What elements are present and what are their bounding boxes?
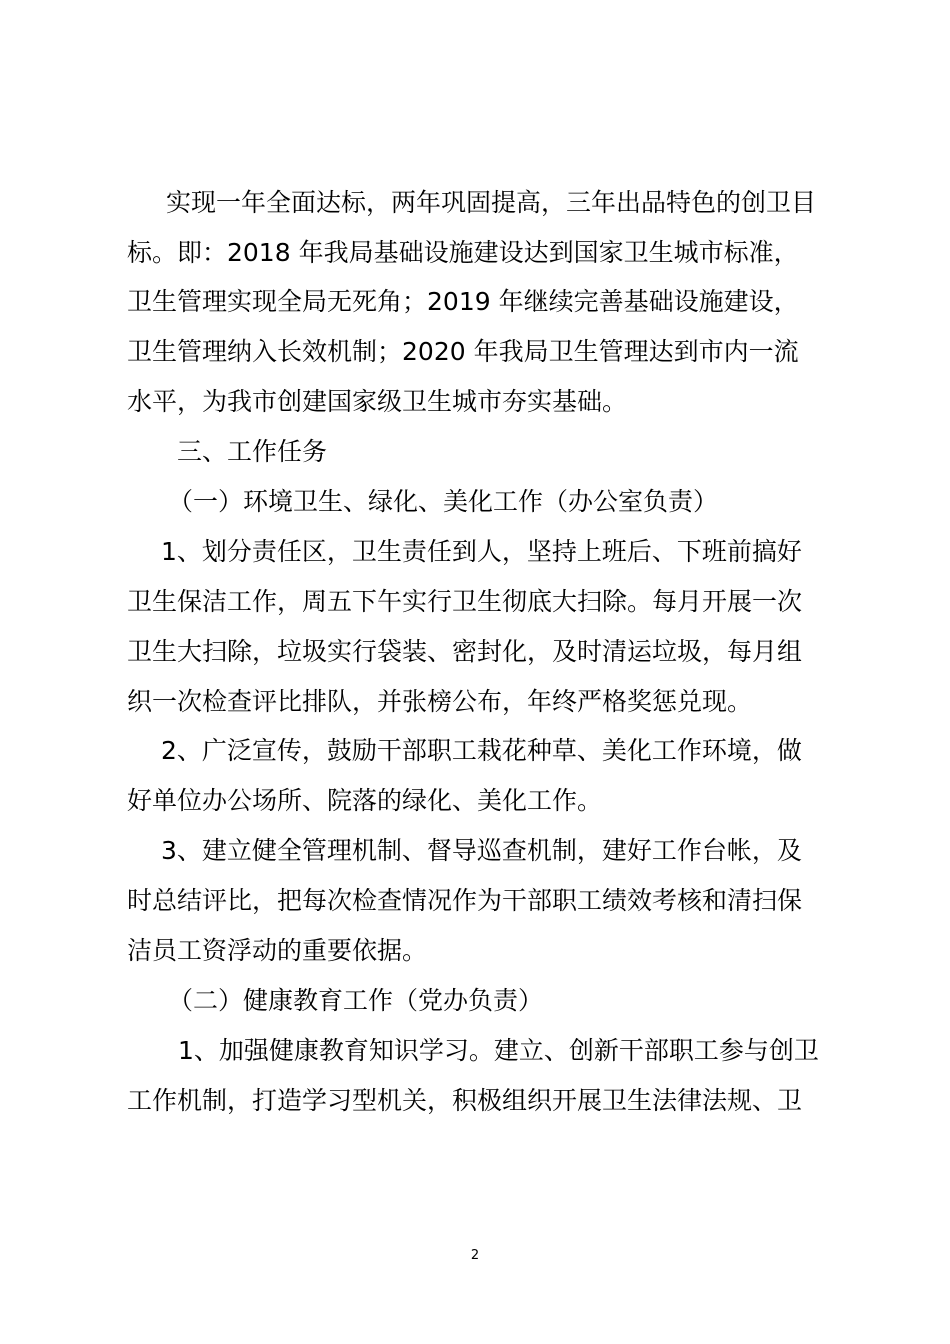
paragraph-line: 卫生管理实现全局无死角；2019 年继续完善基础设施建设，	[127, 287, 799, 316]
paragraph-line: 工作机制，打造学习型机关，积极组织开展卫生法律法规、卫	[127, 1086, 803, 1115]
paragraph-line: 标。即：2018 年我局基础设施建设达到国家卫生城市标准，	[127, 238, 799, 267]
paragraph-line: 实现一年全面达标，两年巩固提高，三年出品特色的创卫目	[166, 188, 817, 217]
paragraph-line: 3、建立健全管理机制、督导巡查机制，建好工作台帐，及	[161, 836, 802, 865]
paragraph-line: 卫生管理纳入长效机制；2020 年我局卫生管理达到市内一流	[127, 337, 799, 366]
section-heading: 三、工作任务	[177, 437, 328, 466]
paragraph-line: 1、划分责任区，卫生责任到人，坚持上班后、下班前搞好	[161, 537, 802, 566]
page-number: 2	[470, 1248, 480, 1263]
paragraph-line: 洁员工资浮动的重要依据。	[127, 936, 428, 965]
paragraph-line: 2、广泛宣传，鼓励干部职工栽花种草、美化工作环境，做	[161, 736, 802, 765]
paragraph-line: 织一次检查评比排队，并张榜公布，年终严格奖惩兑现。	[127, 687, 753, 716]
subsection-heading: （二）健康教育工作（党办负责）	[168, 986, 544, 1015]
paragraph-line: 水平，为我市创建国家级卫生城市夯实基础。	[127, 387, 628, 416]
subsection-heading: （一）环境卫生、绿化、美化工作（办公室负责）	[168, 487, 719, 516]
paragraph-line: 时总结评比，把每次检查情况作为干部职工绩效考核和清扫保	[127, 886, 803, 915]
paragraph-line: 卫生大扫除，垃圾实行袋装、密封化，及时清运垃圾，每月组	[127, 637, 803, 666]
paragraph-line: 卫生保洁工作，周五下午实行卫生彻底大扫除。每月开展一次	[127, 587, 803, 616]
paragraph-line: 1、加强健康教育知识学习。建立、创新干部职工参与创卫	[178, 1036, 819, 1065]
paragraph-line: 好单位办公场所、院落的绿化、美化工作。	[127, 786, 603, 815]
